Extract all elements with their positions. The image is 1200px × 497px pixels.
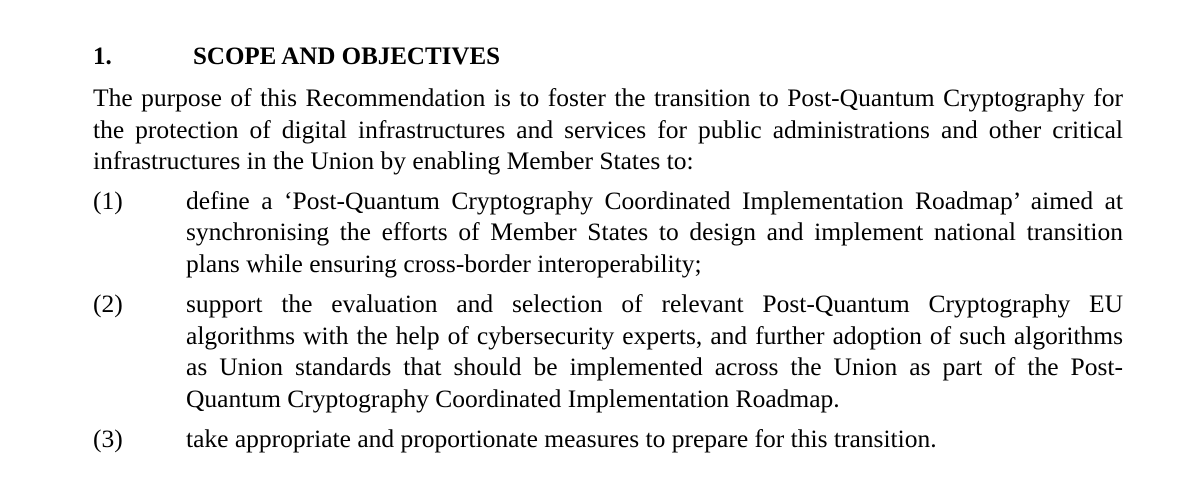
list-item-text: support the evaluation and selection of relevant Post-Quantum Cryptography EU algorithms with the help of cybersecurity experts, and further adoption of such algorithms as Union standards that should be implemented across the Union as part of the Post-Quantum Cryptography Coordinated Implementation Roadmap.	[186, 289, 1123, 413]
section-heading	[93, 40, 1123, 74]
list-item-marker: (1)	[93, 185, 123, 215]
list-item	[93, 423, 1123, 455]
list-item-text: define a ‘Post-Quantum Cryptography Coordinated Implementation Roadmap’ aimed at synchronising the efforts of Member States to design and implement national transition plans while ensuring cross-border interoperability;	[186, 185, 1123, 278]
list-item-marker: (2)	[93, 289, 123, 318]
list-item-text: take appropriate and proportionate measures to prepare for this transition.	[186, 424, 937, 453]
list-item	[93, 185, 1123, 280]
intro-paragraph: The purpose of this Recommendation is to foster the transition to Post-Quantum Cryptography for the protection of digital infrastructures and services for public administrations and other critical infrastructures in the Union by enabling Member States to:	[93, 83, 1123, 175]
section-number: 1.	[93, 43, 112, 70]
section-title: SCOPE AND OBJECTIVES	[193, 43, 501, 70]
list-item-marker: (3)	[93, 424, 123, 453]
list-item	[93, 288, 1123, 414]
document-body	[93, 40, 1123, 464]
